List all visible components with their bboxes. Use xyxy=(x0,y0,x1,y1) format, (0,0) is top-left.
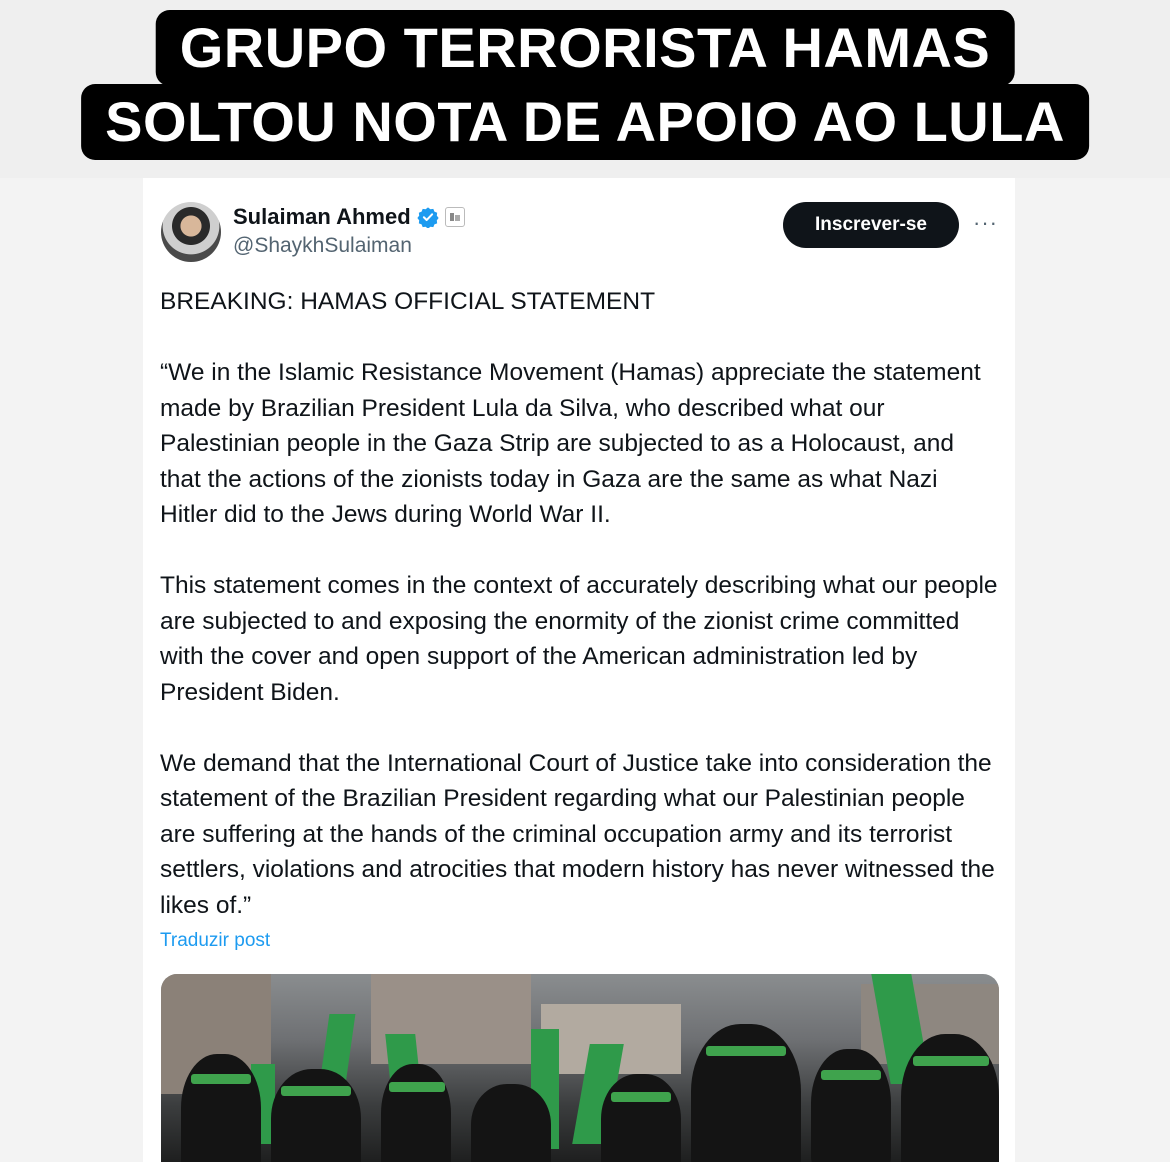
translate-post-link[interactable]: Traduzir post xyxy=(160,930,271,951)
avatar[interactable] xyxy=(161,202,221,262)
author-handle[interactable]: @ShaykhSulaiman xyxy=(233,234,412,257)
affiliation-badge-icon xyxy=(445,207,465,227)
media-headband xyxy=(706,1046,786,1056)
media-headband xyxy=(913,1056,989,1066)
media-figure xyxy=(601,1074,681,1162)
media-figure xyxy=(691,1024,801,1162)
author-display-name[interactable]: Sulaiman Ahmed xyxy=(233,204,411,229)
post-paragraph-2: This statement comes in the context of accurately describing what our people are subjected to and exposing the enormity of the zionist crime committed with the cover and open support of the American administration led by President Biden. xyxy=(160,572,998,706)
caption-line-1: GRUPO TERRORISTA HAMAS xyxy=(156,10,1015,86)
verified-badge-icon xyxy=(417,206,439,228)
media-headband xyxy=(821,1070,881,1080)
author-name-row xyxy=(233,204,465,230)
media-figure xyxy=(901,1034,999,1162)
subscribe-button[interactable]: Inscrever-se xyxy=(783,202,959,248)
media-figure xyxy=(811,1049,891,1162)
media-figure xyxy=(471,1084,551,1162)
post-text xyxy=(160,284,1000,959)
post-card xyxy=(143,178,1015,1162)
media-figure xyxy=(381,1064,451,1162)
media-headband xyxy=(611,1092,671,1102)
media-headband xyxy=(389,1082,445,1092)
more-options-icon[interactable]: ··· xyxy=(973,210,998,235)
media-headband xyxy=(281,1086,351,1096)
media-figure xyxy=(181,1054,261,1162)
post-paragraph-3: We demand that the International Court of Justice take into consideration the statement of the Brazilian President regarding what our Palestinian people are suffering at the hands of the criminal occupation army and its terrorist settlers, violations and atrocities that modern history has never witnessed the likes of.” xyxy=(160,749,995,919)
post-paragraph-1: “We in the Islamic Resistance Movement (Hamas) appreciate the statement made by Brazilian President Lula da Silva, who described what our Palestinian people in the Gaza Strip are subjected to as a Holocaust, and that the actions of the zionists today in Gaza are the same as what Nazi Hitler did to the Jews during World War II. xyxy=(160,359,981,528)
post-media-image[interactable] xyxy=(161,974,999,1162)
post-headline: BREAKING: HAMAS OFFICIAL STATEMENT xyxy=(160,288,656,315)
media-headband xyxy=(191,1074,251,1084)
media-figure xyxy=(271,1069,361,1162)
caption-line-2: SOLTOU NOTA DE APOIO AO LULA xyxy=(81,84,1089,160)
